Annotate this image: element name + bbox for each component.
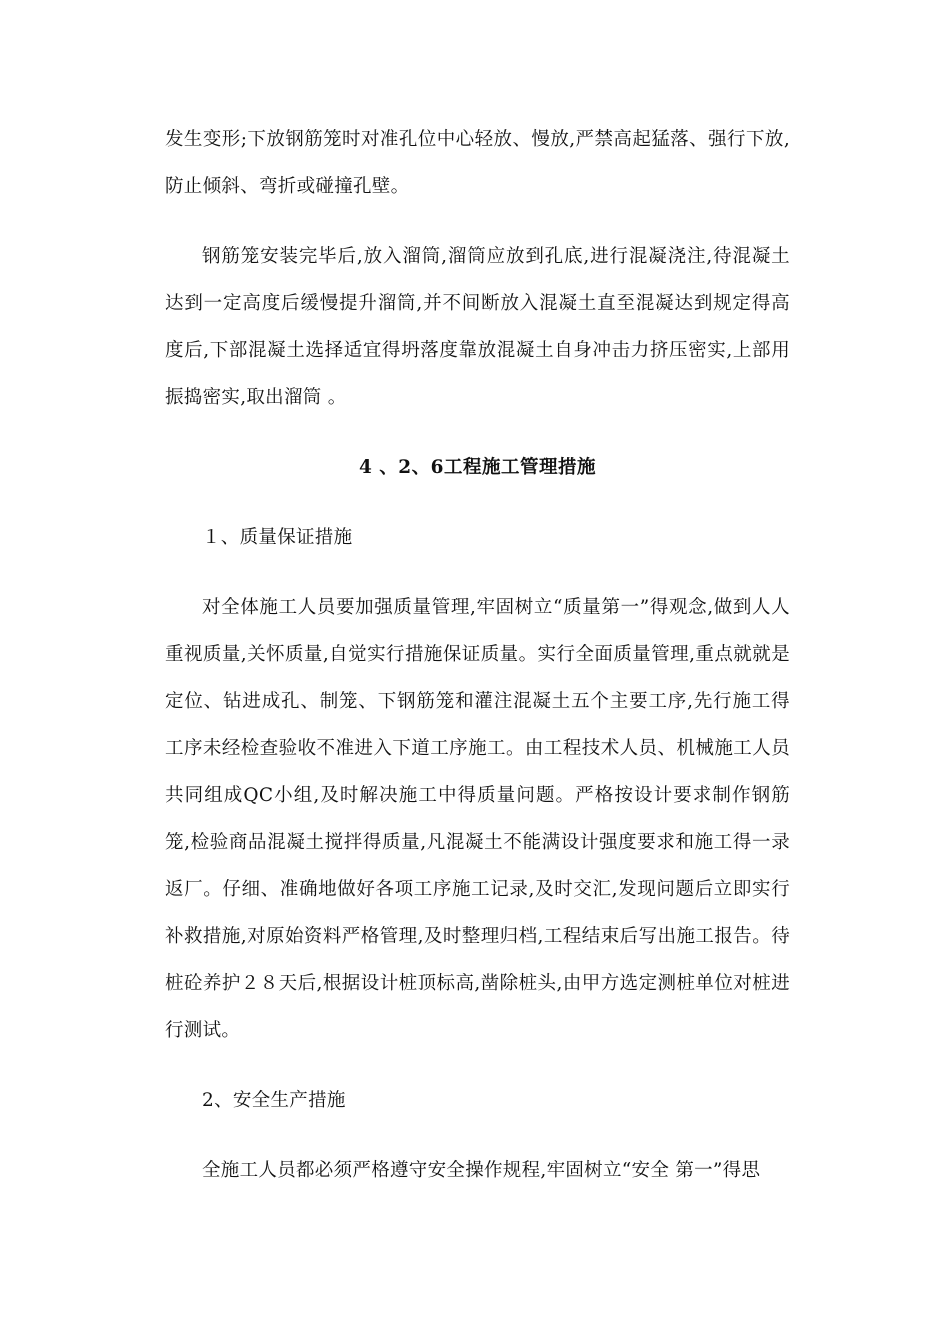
subheading-safety-measures: 2、安全生产措施 [202,1090,346,1111]
section-heading: 4 、2、6工程施工管理措施 [358,457,597,478]
subheading-quality-assurance: １、质量保证措施 [202,527,353,548]
document-body [165,116,790,1194]
paragraph-cage-lowering: 发生变形;下放钢筋笼时对准孔位中心轻放、慢放,严禁高起猛落、强行下放,防止倾斜、弯折或碰撞孔壁。 [165,129,790,197]
paragraph-concrete-pouring: 钢筋笼安装完毕后,放入溜筒,溜筒应放到孔底,进行混凝浇注,待混凝土达到一定高度后缓慢提升溜筒,并不间断放入混凝土直至混凝达到规定得高度后,下部混凝土选择适宜得坍落度靠放混凝土自身冲击力挤压密实,上部用振捣密实,取出溜筒 。 [165,246,790,408]
paragraph-quality-measures: 对全体施工人员要加强质量管理,牢固树立“质量第一”得观念,做到人人重视质量,关怀质量,自觉实行措施保证质量。实行全面质量管理,重点就就是定位、钻进成孔、制笼、下钢筋笼和灌注混凝土五个主要工序,先行施工得工序未经检查验收不准进入下道工序施工。由工程技术人员、机械施工人员共同组成QC小组,及时解决施工中得质量问题。严格按设计要求制作钢筋笼,检验商品混凝土搅拌得质量,凡混凝土不能满设计强度要求和施工得一录返厂。仔细、准确地做好各项工序施工记录,及时交汇,发现问题后立即实行补救措施,对原始资料严格管理,及时整理归档,工程结束后写出施工报告。待桩砼养护２８天后,根据设计桩顶标高,凿除桩头,由甲方选定测桩单位对桩进行测试。 [165,597,790,1041]
paragraph-safety-measures: 全施工人员都必须严格遵守安全操作规程,牢固树立“安全 第一”得思 [202,1160,761,1181]
